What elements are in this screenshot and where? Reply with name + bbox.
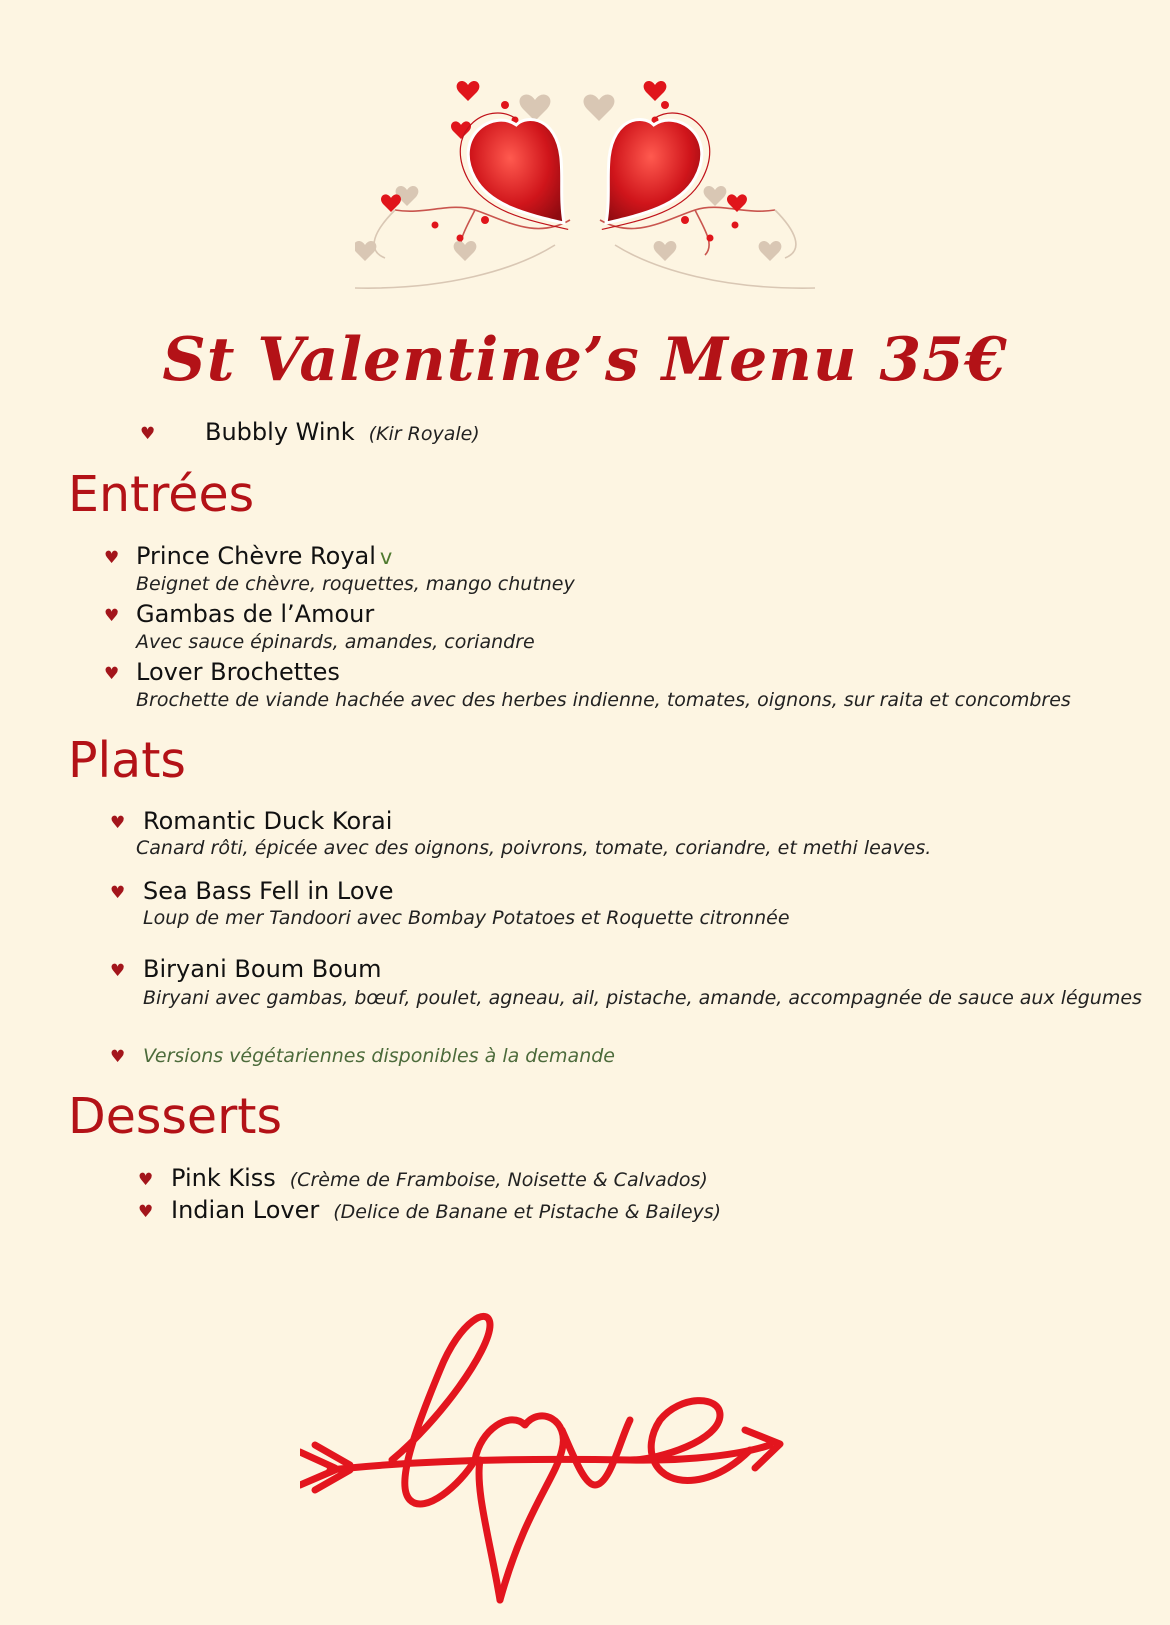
dessert-item	[171, 1166, 708, 1190]
aperitif-name: Bubbly Wink	[205, 418, 355, 446]
menu-item-name: Prince Chèvre Royal v	[136, 542, 393, 570]
heart-bullet-icon: ♥	[104, 548, 120, 568]
heart-bullet-icon: ♥	[138, 1170, 154, 1190]
menu-item-name: Lover Brochettes	[136, 658, 340, 686]
heart-bullet-icon: ♥	[140, 424, 156, 444]
menu-item-description: Beignet de chèvre, roquettes, mango chutney	[136, 573, 575, 595]
menu-item-name: Romantic Duck Korai	[143, 807, 393, 835]
heart-bullet-icon: ♥	[138, 1202, 154, 1222]
menu-item-description: Avec sauce épinards, amandes, coriandre	[136, 631, 535, 653]
menu-title: St Valentine’s Menu 35€	[162, 325, 1008, 395]
love-arrow-script-icon	[300, 1310, 820, 1605]
heart-bullet-icon: ♥	[110, 813, 126, 833]
menu-item-description: Brochette de viande hachée avec des herbes indienne, tomates, oignons, sur raita et concombres	[136, 689, 1071, 711]
vegetarian-note: Versions végétariennes disponibles à la demande	[143, 1045, 615, 1067]
heart-bullet-icon: ♥	[104, 664, 120, 684]
section-heading-plats: Plats	[68, 732, 186, 789]
menu-item-description: Loup de mer Tandoori avec Bombay Potatoes et Roquette citronnée	[143, 907, 790, 929]
heart-bullet-icon: ♥	[110, 883, 126, 903]
menu-item-name: Biryani Boum Boum	[143, 955, 382, 983]
dessert-name: Indian Lover	[171, 1196, 320, 1224]
menu-item-description: Biryani avec gambas, bœuf, poulet, agneau, ail, pistache, amande, accompagnée de sauce aux légumes	[143, 987, 1142, 1009]
dessert-note: (Delice de Banane et Pistache & Baileys)	[333, 1201, 722, 1223]
menu-item-description: Canard rôti, épicée avec des oignons, poivrons, tomate, coriandre, et methi leaves.	[136, 837, 932, 859]
section-heading-desserts: Desserts	[68, 1088, 282, 1145]
menu-item-name: Sea Bass Fell in Love	[143, 877, 394, 905]
heart-bullet-icon: ♥	[110, 1047, 126, 1067]
aperitif-item	[205, 420, 480, 444]
heart-bullet-icon: ♥	[104, 606, 120, 626]
two-hearts-floral-icon	[355, 80, 815, 305]
menu-item-name: Gambas de l’Amour	[136, 600, 375, 628]
heart-bullet-icon: ♥	[110, 961, 126, 981]
section-heading-entrees: Entrées	[68, 466, 255, 523]
dessert-item	[171, 1198, 721, 1222]
aperitif-note: (Kir Royale)	[368, 423, 480, 445]
vegetarian-mark: v	[379, 545, 393, 569]
dessert-note: (Crème de Framboise, Noisette & Calvados)	[289, 1169, 708, 1191]
dessert-name: Pink Kiss	[171, 1164, 276, 1192]
